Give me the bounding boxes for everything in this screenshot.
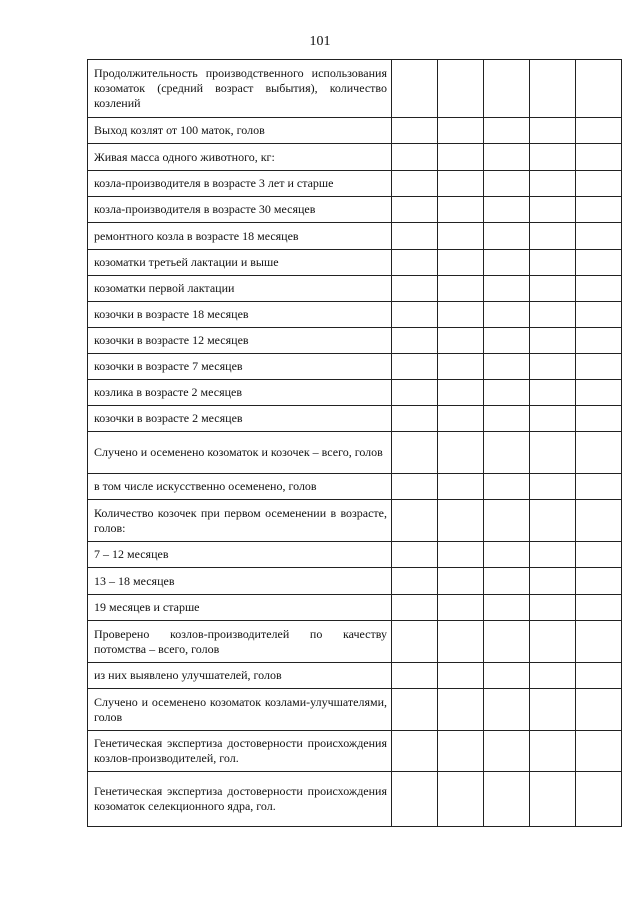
blank-cell	[530, 689, 576, 731]
blank-cell	[530, 276, 576, 302]
blank-cell	[438, 772, 484, 827]
blank-cell	[438, 118, 484, 144]
blank-cell	[576, 731, 622, 772]
blank-cell	[530, 542, 576, 568]
indicator-label: 13 – 18 месяцев	[88, 568, 392, 595]
blank-cell	[392, 500, 438, 542]
table-row	[88, 406, 622, 432]
blank-cell	[530, 354, 576, 380]
blank-cell	[438, 621, 484, 663]
blank-cell	[484, 568, 530, 595]
blank-cell	[392, 223, 438, 250]
blank-cell	[484, 197, 530, 223]
blank-cell	[530, 500, 576, 542]
blank-cell	[392, 118, 438, 144]
blank-cell	[530, 302, 576, 328]
blank-cell	[438, 171, 484, 197]
blank-cell	[484, 474, 530, 500]
blank-cell	[484, 276, 530, 302]
blank-cell	[530, 60, 576, 118]
indicators-table	[87, 59, 622, 827]
table-row	[88, 500, 622, 542]
blank-cell	[576, 621, 622, 663]
table-row	[88, 542, 622, 568]
blank-cell	[530, 144, 576, 171]
indicator-label: 7 – 12 месяцев	[88, 542, 392, 568]
blank-cell	[438, 500, 484, 542]
blank-cell	[576, 250, 622, 276]
table-row	[88, 432, 622, 474]
blank-cell	[484, 302, 530, 328]
blank-cell	[392, 474, 438, 500]
indicator-label: козоматки третьей лактации и выше	[88, 250, 392, 276]
table-row	[88, 197, 622, 223]
blank-cell	[484, 223, 530, 250]
indicator-label: Выход козлят от 100 маток, голов	[88, 118, 392, 144]
blank-cell	[438, 432, 484, 474]
blank-cell	[392, 380, 438, 406]
blank-cell	[484, 144, 530, 171]
table-row	[88, 250, 622, 276]
indicator-label: 19 месяцев и старше	[88, 595, 392, 621]
indicator-label: козочки в возрасте 18 месяцев	[88, 302, 392, 328]
blank-cell	[576, 380, 622, 406]
indicator-label: из них выявлено улучшателей, голов	[88, 663, 392, 689]
blank-cell	[484, 731, 530, 772]
table-row	[88, 380, 622, 406]
blank-cell	[392, 276, 438, 302]
blank-cell	[576, 663, 622, 689]
blank-cell	[392, 772, 438, 827]
blank-cell	[438, 60, 484, 118]
blank-cell	[530, 621, 576, 663]
blank-cell	[484, 621, 530, 663]
blank-cell	[530, 772, 576, 827]
indicator-label: Проверено козлов-производителей по качеству потомства – всего, голов	[88, 621, 392, 663]
indicator-label: козоматки первой лактации	[88, 276, 392, 302]
blank-cell	[576, 302, 622, 328]
blank-cell	[438, 663, 484, 689]
blank-cell	[484, 118, 530, 144]
blank-cell	[576, 171, 622, 197]
blank-cell	[576, 276, 622, 302]
blank-cell	[484, 328, 530, 354]
indicator-label: козла-производителя в возрасте 30 месяцев	[88, 197, 392, 223]
blank-cell	[484, 406, 530, 432]
blank-cell	[484, 595, 530, 621]
blank-cell	[392, 197, 438, 223]
blank-cell	[438, 595, 484, 621]
blank-cell	[438, 731, 484, 772]
indicator-label: ремонтного козла в возрасте 18 месяцев	[88, 223, 392, 250]
table-row	[88, 474, 622, 500]
table-row	[88, 731, 622, 772]
blank-cell	[392, 171, 438, 197]
blank-cell	[530, 118, 576, 144]
blank-cell	[392, 250, 438, 276]
indicator-label: козочки в возрасте 2 месяцев	[88, 406, 392, 432]
blank-cell	[438, 223, 484, 250]
indicator-label: Продолжительность производственного использования козоматок (средний возраст выбытия), количество козлений	[88, 60, 392, 118]
table-row	[88, 772, 622, 827]
blank-cell	[438, 474, 484, 500]
blank-cell	[576, 406, 622, 432]
indicator-label: козочки в возрасте 12 месяцев	[88, 328, 392, 354]
table-row	[88, 171, 622, 197]
blank-cell	[484, 772, 530, 827]
indicator-label: козла-производителя в возрасте 3 лет и старше	[88, 171, 392, 197]
indicator-label: Случено и осеменено козоматок козлами-улучшателями, голов	[88, 689, 392, 731]
indicator-label: в том числе искусственно осеменено, голов	[88, 474, 392, 500]
blank-cell	[576, 542, 622, 568]
table-row	[88, 60, 622, 118]
blank-cell	[392, 621, 438, 663]
blank-cell	[438, 542, 484, 568]
blank-cell	[530, 250, 576, 276]
blank-cell	[530, 595, 576, 621]
blank-cell	[484, 689, 530, 731]
blank-cell	[438, 328, 484, 354]
table-row	[88, 354, 622, 380]
blank-cell	[576, 118, 622, 144]
blank-cell	[530, 223, 576, 250]
blank-cell	[484, 380, 530, 406]
blank-cell	[438, 276, 484, 302]
table-row	[88, 689, 622, 731]
blank-cell	[392, 689, 438, 731]
blank-cell	[392, 354, 438, 380]
table-row	[88, 328, 622, 354]
blank-cell	[530, 328, 576, 354]
indicator-label: козлика в возрасте 2 месяцев	[88, 380, 392, 406]
blank-cell	[530, 406, 576, 432]
table-row	[88, 568, 622, 595]
blank-cell	[576, 772, 622, 827]
blank-cell	[530, 568, 576, 595]
blank-cell	[392, 663, 438, 689]
blank-cell	[484, 663, 530, 689]
table-row	[88, 621, 622, 663]
blank-cell	[392, 568, 438, 595]
blank-cell	[438, 380, 484, 406]
indicator-label: Генетическая экспертиза достоверности происхождения козоматок селекционного ядра, гол.	[88, 772, 392, 827]
blank-cell	[530, 731, 576, 772]
blank-cell	[576, 197, 622, 223]
blank-cell	[438, 689, 484, 731]
blank-cell	[484, 60, 530, 118]
blank-cell	[530, 432, 576, 474]
blank-cell	[438, 406, 484, 432]
table-row	[88, 663, 622, 689]
blank-cell	[530, 171, 576, 197]
table-row	[88, 276, 622, 302]
blank-cell	[484, 500, 530, 542]
blank-cell	[530, 663, 576, 689]
blank-cell	[576, 60, 622, 118]
blank-cell	[392, 328, 438, 354]
blank-cell	[438, 568, 484, 595]
blank-cell	[438, 302, 484, 328]
blank-cell	[576, 223, 622, 250]
blank-cell	[392, 731, 438, 772]
indicator-label: Случено и осеменено козоматок и козочек – всего, голов	[88, 432, 392, 474]
blank-cell	[392, 144, 438, 171]
blank-cell	[530, 197, 576, 223]
blank-cell	[576, 354, 622, 380]
blank-cell	[576, 568, 622, 595]
blank-cell	[484, 354, 530, 380]
blank-cell	[576, 595, 622, 621]
table-row	[88, 595, 622, 621]
indicator-label: козочки в возрасте 7 месяцев	[88, 354, 392, 380]
indicator-label: Живая масса одного животного, кг:	[88, 144, 392, 171]
table-row	[88, 144, 622, 171]
blank-cell	[576, 144, 622, 171]
blank-cell	[484, 542, 530, 568]
table-row	[88, 118, 622, 144]
blank-cell	[392, 595, 438, 621]
table-row	[88, 223, 622, 250]
blank-cell	[576, 474, 622, 500]
blank-cell	[392, 60, 438, 118]
blank-cell	[530, 380, 576, 406]
indicator-label: Генетическая экспертиза достоверности происхождения козлов-производителей, гол.	[88, 731, 392, 772]
blank-cell	[484, 250, 530, 276]
indicator-label: Количество козочек при первом осеменении в возрасте, голов:	[88, 500, 392, 542]
blank-cell	[576, 432, 622, 474]
blank-cell	[392, 302, 438, 328]
blank-cell	[484, 171, 530, 197]
blank-cell	[438, 250, 484, 276]
blank-cell	[576, 500, 622, 542]
blank-cell	[392, 432, 438, 474]
table-row	[88, 302, 622, 328]
blank-cell	[438, 197, 484, 223]
blank-cell	[576, 328, 622, 354]
blank-cell	[438, 144, 484, 171]
blank-cell	[438, 354, 484, 380]
blank-cell	[576, 689, 622, 731]
page-number: 101	[309, 34, 331, 49]
blank-cell	[392, 406, 438, 432]
blank-cell	[484, 432, 530, 474]
blank-cell	[392, 542, 438, 568]
blank-cell	[530, 474, 576, 500]
